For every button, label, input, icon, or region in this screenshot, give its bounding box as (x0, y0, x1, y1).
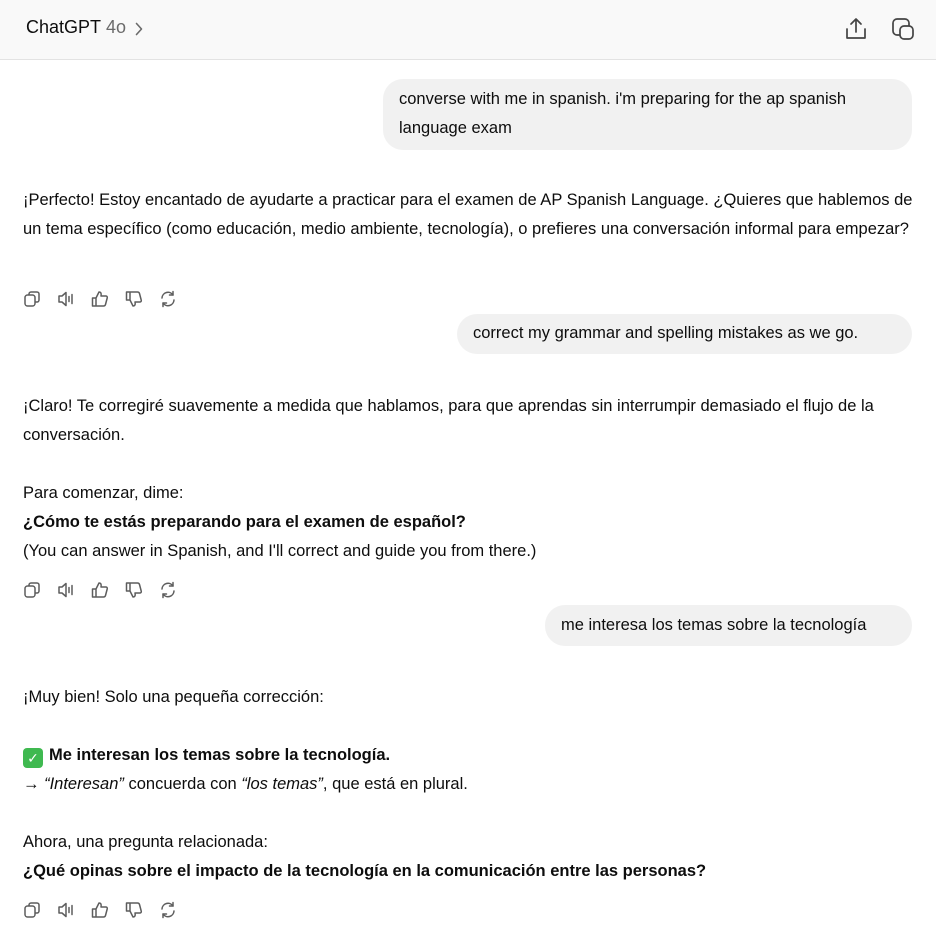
thumbs-up-icon[interactable] (91, 901, 109, 919)
explain-subject: “los temas” (241, 775, 323, 793)
explain-end: , que está en plural. (322, 775, 468, 793)
regenerate-icon[interactable] (159, 901, 177, 919)
assistant-note: (You can answer in Spanish, and I'll correct and guide you from there.) (23, 542, 537, 560)
read-aloud-icon[interactable] (57, 290, 75, 308)
thumbs-down-icon[interactable] (125, 581, 143, 599)
chevron-right-icon[interactable] (135, 22, 143, 41)
assistant-paragraph: Ahora, una pregunta relacionada: (23, 833, 268, 851)
copy-icon[interactable] (23, 290, 41, 308)
regenerate-icon[interactable] (159, 581, 177, 599)
read-aloud-icon[interactable] (57, 581, 75, 599)
explain-mid: concuerda con (123, 775, 242, 793)
new-chat-icon[interactable] (890, 16, 916, 42)
app-name: ChatGPT (26, 17, 102, 37)
thumbs-up-icon[interactable] (91, 581, 109, 599)
user-message-text: me interesa los temas sobre la tecnología (561, 616, 867, 634)
copy-icon[interactable] (23, 901, 41, 919)
assistant-message-text: ¡Perfecto! Estoy encantado de ayudarte a practicar para el examen de AP Spanish Language. ¿Quieres que hablemos de un tema específico (como educación, medio ambiente, tecnología), o prefieres una conversación informal para empezar? (23, 191, 913, 238)
read-aloud-icon[interactable] (57, 901, 75, 919)
assistant-question: ¿Cómo te estás preparando para el examen de español? (23, 513, 466, 531)
user-message (545, 605, 912, 646)
explanation-line (23, 770, 915, 799)
correction-line (23, 741, 915, 770)
user-message-text: converse with me in spanish. i'm preparing for the ap spanish language exam (399, 90, 847, 137)
explain-word: “Interesan” (44, 775, 124, 793)
top-bar (0, 0, 936, 60)
copy-icon[interactable] (23, 581, 41, 599)
model-selector[interactable] (26, 17, 126, 38)
user-message (457, 314, 912, 354)
arrow-icon: → (23, 775, 40, 793)
check-mark-icon: ✓ (23, 748, 43, 768)
model-name: 4o (106, 17, 127, 37)
correction-text: Me interesan los temas sobre la tecnología. (49, 746, 391, 764)
assistant-message (23, 683, 915, 886)
thumbs-up-icon[interactable] (91, 290, 109, 308)
thumbs-down-icon[interactable] (125, 290, 143, 308)
assistant-question: ¿Qué opinas sobre el impacto de la tecnología en la comunicación entre las personas? (23, 862, 707, 880)
assistant-message (23, 392, 915, 566)
assistant-paragraph: Para comenzar, dime: (23, 484, 184, 502)
assistant-paragraph: ¡Claro! Te corregiré suavemente a medida que hablamos, para que aprendas sin interrumpir demasiado el flujo de la conversación. (23, 397, 874, 444)
regenerate-icon[interactable] (159, 290, 177, 308)
user-message (383, 79, 912, 150)
user-message-text: correct my grammar and spelling mistakes as we go. (473, 324, 859, 342)
share-icon[interactable] (843, 16, 869, 42)
assistant-message (23, 186, 915, 244)
thumbs-down-icon[interactable] (125, 901, 143, 919)
assistant-paragraph: ¡Muy bien! Solo una pequeña corrección: (23, 688, 324, 706)
